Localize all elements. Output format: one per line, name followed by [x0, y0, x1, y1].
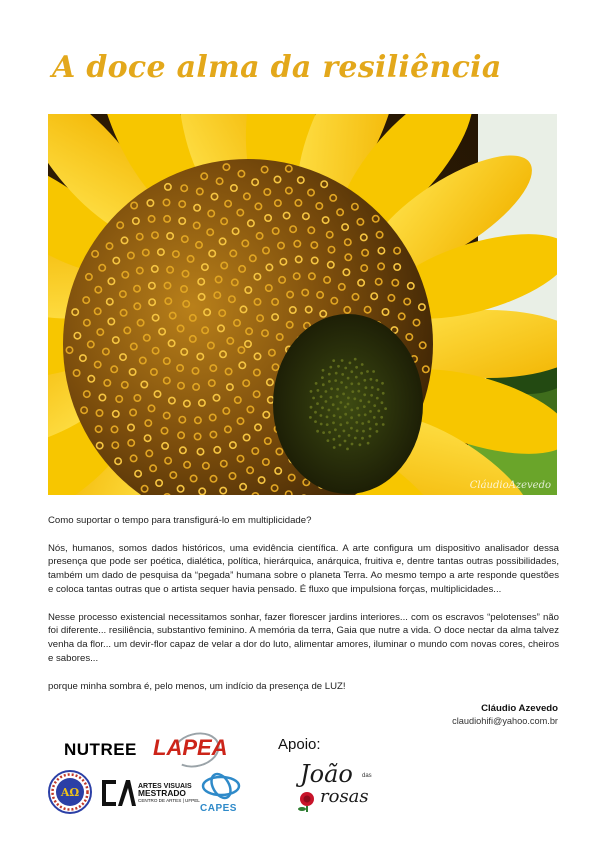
center-seed	[347, 377, 350, 380]
center-seed	[328, 380, 331, 383]
center-seed	[356, 429, 359, 432]
center-seed	[354, 358, 357, 361]
center-seed	[339, 444, 342, 447]
center-seed	[350, 416, 353, 419]
center-seed	[341, 373, 344, 376]
artes-line-3: CENTRO DE ARTES | UFPEL	[138, 798, 200, 803]
center-seed	[381, 382, 384, 385]
center-seed	[332, 359, 335, 362]
center-seed	[350, 382, 353, 385]
center-seed	[339, 416, 342, 419]
center-seed	[369, 427, 372, 430]
center-seed	[325, 390, 328, 393]
sunflower-image	[48, 114, 557, 495]
center-seed	[364, 413, 367, 416]
center-seed	[351, 443, 354, 446]
center-seed	[355, 376, 358, 379]
center-seed	[336, 388, 339, 391]
center-seed	[350, 427, 353, 430]
center-seed	[380, 416, 383, 419]
center-seed	[326, 423, 329, 426]
center-seed	[347, 403, 350, 406]
center-seed	[351, 390, 354, 393]
center-seed	[325, 400, 328, 403]
center-seed	[330, 387, 333, 390]
university-seal-icon	[48, 770, 92, 814]
center-seed	[322, 431, 325, 434]
sunflower-photo	[48, 114, 557, 495]
center-seed	[310, 406, 313, 409]
artes-line-2: MESTRADO	[138, 788, 186, 798]
artes-visuais-logo	[138, 783, 200, 804]
center-seed	[341, 359, 344, 362]
center-seed	[320, 423, 323, 426]
signature-block	[452, 703, 558, 726]
article-body	[48, 514, 559, 693]
apoio-label: Apoio:	[278, 736, 321, 753]
center-seed	[344, 413, 347, 416]
paragraph-process: Nesse processo existencial necessitamos sonhar, fazer florescer jardins interiores... com os escravos “pelotenses” não foi diferente... resiliência, substantivo feminino. A memória da terra, Gaia que nutre a vida. O doce nectar da alma talvez venha da flor... um devir-flor capaz de velar a dor do luto, alimentar amores, iluminar o mundo com novas cores, cheiros e sabores...	[48, 611, 559, 664]
center-seed	[327, 439, 330, 442]
center-seed	[320, 414, 323, 417]
center-seed	[334, 428, 337, 431]
center-seed	[338, 435, 341, 438]
center-seed	[344, 406, 347, 409]
center-seed	[368, 401, 371, 404]
capes-label: CAPES	[200, 803, 237, 814]
center-seed	[322, 383, 325, 386]
page-title: A doce alma da resiliência	[52, 50, 502, 85]
center-seed	[309, 416, 312, 419]
center-seed	[310, 390, 313, 393]
center-seed	[315, 382, 318, 385]
center-seed	[346, 421, 349, 424]
center-seed	[363, 393, 366, 396]
paragraph-closing: porque minha sombra é, pelo menos, um indício da presença de LUZ!	[48, 680, 346, 692]
center-seed	[312, 397, 315, 400]
center-seed	[369, 435, 372, 438]
center-seed	[361, 437, 364, 440]
center-seed	[362, 430, 365, 433]
center-seed	[384, 407, 387, 410]
author-email: claudiohifi@yahoo.com.br	[452, 716, 558, 726]
center-seed	[373, 404, 376, 407]
center-seed	[335, 372, 338, 375]
artes-line-1: ARTES VISUAIS	[138, 783, 192, 790]
center-seed	[363, 379, 366, 382]
center-seed	[376, 397, 379, 400]
center-seed	[347, 397, 350, 400]
center-seed	[344, 440, 347, 443]
center-seed	[355, 421, 358, 424]
rosas-label: rosas	[320, 786, 369, 807]
center-seed	[353, 397, 356, 400]
center-seed	[372, 370, 375, 373]
seal-letters: AΩ	[60, 786, 80, 799]
center-seed	[371, 386, 374, 389]
center-seed	[332, 403, 335, 406]
lapea-logo: LAPEA	[153, 735, 228, 760]
center-seed	[334, 379, 337, 382]
center-seed	[355, 366, 358, 369]
rose-icon	[296, 790, 318, 812]
center-seed	[365, 386, 368, 389]
center-seed	[321, 376, 324, 379]
joao-das-rosas-logo: João	[300, 760, 353, 788]
center-seed	[367, 420, 370, 423]
center-seed	[361, 363, 364, 366]
center-seed	[337, 365, 340, 368]
paragraph-question: Como suportar o tempo para transfigurá-lo em multiplicidade?	[48, 515, 312, 526]
center-seed	[346, 448, 349, 451]
center-seed	[340, 401, 343, 404]
center-seed	[348, 434, 351, 437]
center-seed	[382, 392, 385, 395]
center-seed	[345, 386, 348, 389]
center-seed	[320, 395, 323, 398]
center-seed	[314, 420, 317, 423]
center-seed	[366, 370, 369, 373]
center-seed	[342, 393, 345, 396]
centro-de-artes-icon	[100, 778, 136, 808]
center-seed	[316, 402, 319, 405]
center-seed	[376, 430, 379, 433]
das-label: das	[362, 773, 372, 779]
center-seed	[329, 366, 332, 369]
center-seed	[337, 408, 340, 411]
center-seed	[350, 370, 353, 373]
center-seed	[339, 423, 342, 426]
center-seed	[382, 423, 385, 426]
center-seed	[333, 438, 336, 441]
center-seed	[321, 406, 324, 409]
center-seed	[369, 410, 372, 413]
photo-credit: CláudioAzevedo	[469, 480, 551, 491]
center-seed	[328, 373, 331, 376]
center-seed	[330, 396, 333, 399]
center-seed	[356, 407, 359, 410]
center-seed	[359, 443, 362, 446]
center-seed	[328, 409, 331, 412]
center-seed	[377, 410, 380, 413]
center-seed	[357, 382, 360, 385]
center-seed	[336, 395, 339, 398]
center-seed	[377, 388, 380, 391]
center-seed	[361, 422, 364, 425]
center-seed	[343, 430, 346, 433]
center-seed	[381, 401, 384, 404]
center-seed	[375, 423, 378, 426]
center-seed	[359, 399, 362, 402]
center-seed	[367, 442, 370, 445]
paragraph-art: Nós, humanos, somos dados históricos, uma evidência científica. A arte configura um dispositivo analisador dessa presença que pode ser poética, dialética, política, hierárquica, anárquica, fruitiva e, dentre tantas outras possibilidades, também um dado de pesquisa da “pegada” humana sobre o planeta Terra. Ao mesmo tempo a arte responde questões e coloca tantas outras que o artista sequer havia pensado. É fluxo que impulsiona forças, multiplicidades...	[48, 542, 559, 595]
center-seed	[350, 409, 353, 412]
center-seed	[328, 431, 331, 434]
center-seed	[360, 372, 363, 375]
center-seed	[317, 389, 320, 392]
center-seed	[363, 405, 366, 408]
center-seed	[326, 416, 329, 419]
center-seed	[322, 369, 325, 372]
center-seed	[333, 414, 336, 417]
center-seed	[370, 378, 373, 381]
author-name: Cláudio Azevedo	[481, 703, 558, 714]
center-seed	[357, 390, 360, 393]
center-seed	[375, 379, 378, 382]
center-seed	[316, 430, 319, 433]
center-seed	[332, 421, 335, 424]
center-seed	[354, 437, 357, 440]
nutree-logo: NUTREE	[64, 740, 137, 759]
center-seed	[370, 394, 373, 397]
center-seed	[358, 414, 361, 417]
center-seed	[344, 367, 347, 370]
center-seed	[349, 362, 352, 365]
center-seed	[373, 416, 376, 419]
center-seed	[314, 411, 317, 414]
center-seed	[340, 381, 343, 384]
center-seed	[333, 446, 336, 449]
